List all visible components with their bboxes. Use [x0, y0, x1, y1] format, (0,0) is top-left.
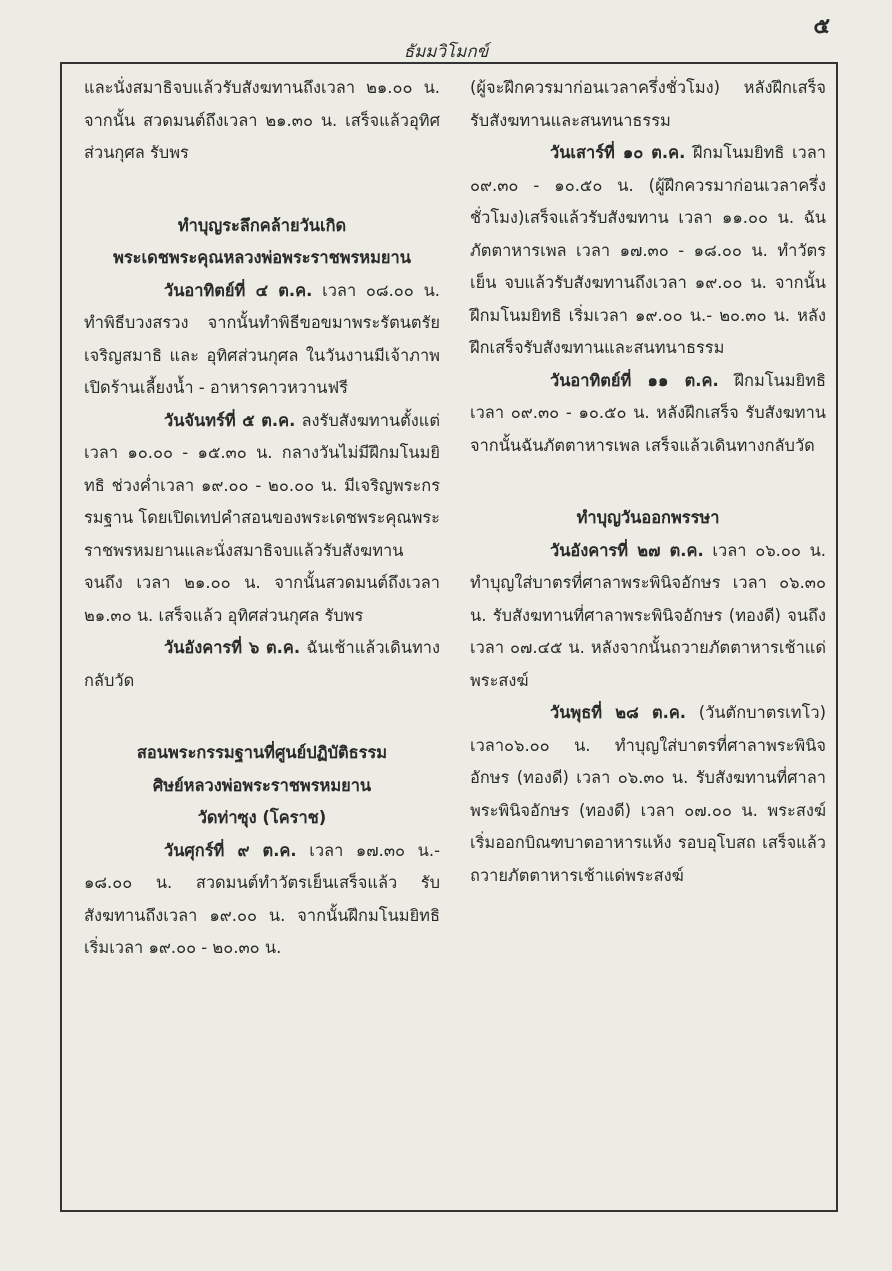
- paragraph-text: ฝึกมโนมยิทธิ เวลา ๐๙.๓๐ - ๑๐.๕๐ น. หลังฝึกเสร็จ รับสังฆทาน จากนั้นฉันภัตตาหารเพล เสร็จแล้วเดินทางกลับวัด: [470, 370, 826, 455]
- paragraph-text: ลงรับสังฆทานตั้งแต่เวลา ๑๐.๐๐ - ๑๕.๓๐ น. กลางวันไม่มีฝึกมโนมยิทธิ ช่วงค่ำเวลา ๑๙.๐๐ - ๒๐.๐๐ น. มีเจริญพระกรรมฐาน โดยเปิดเทปคำสอนของพระเดชพระคุณพระราชพรหมยานและนั่งสมาธิจบแล้วรับสังฆทานจนถึง เวลา ๒๑.๐๐ น. จากนั้นสวดมนต์ถึงเวลา ๒๑.๓๐ น. เสร็จแล้ว อุทิศส่วนกุศล รับพร: [84, 410, 440, 625]
- day-label: วันอังคารที่ ๒๗ ต.ค.: [550, 540, 704, 560]
- paragraph-text: ฉันเช้าแล้วเดินทางกลับวัด: [84, 638, 440, 690]
- paragraph: [84, 632, 440, 697]
- section-heading: ทำบุญระลึกคล้ายวันเกิด: [177, 215, 347, 235]
- page-number: ๕: [813, 14, 830, 39]
- paragraph-text: ฝึกมโนมยิทธิ เวลา ๐๙.๓๐ - ๑๐.๕๐ น. (ผู้ฝึกควรมาก่อนเวลาครึ่งชั่วโมง)เสร็จแล้วรับสังฆทาน เวลา ๑๑.๐๐ น. ฉันภัตตาหารเพล เวลา ๑๗.๓๐ - ๑๘.๐๐ น. ทำวัตรเย็น จบแล้วรับสังฆทานถึงเวลา ๑๙.๐๐ น. จากนั้น ฝึกมโนมยิทธิ เริ่มเวลา ๑๙.๐๐ น.- ๒๐.๓๐ น. หลังฝึกเสร็จรับสังฆทานและสนทนาธรรม: [470, 143, 826, 357]
- right-column: [470, 72, 826, 892]
- day-label: วันอาทิตย์ที่ ๔ ต.ค.: [164, 280, 313, 300]
- day-label: วันอาทิตย์ที่ ๑๑ ต.ค.: [550, 370, 719, 390]
- paragraph: [470, 535, 826, 698]
- paragraph-text: เวลา ๐๖.๐๐ น. ทำบุญใส่บาตรที่ศาลาพระพินิจอักษร เวลา ๐๖.๓๐ น. รับสังฆทานที่ศาลาพระพินิจอักษร (ทองดี) จนถึงเวลา ๐๗.๔๕ น. หลังจากนั้นถวายภัตตาหารเช้าแด่พระสงฆ์: [470, 540, 826, 690]
- paragraph: [84, 405, 440, 633]
- section-heading: ศิษย์หลวงพ่อพระราชพรหมยาน: [152, 775, 372, 795]
- day-label: วันจันทร์ที่ ๕ ต.ค.: [164, 410, 296, 430]
- paragraph: [470, 137, 826, 365]
- day-label: วันพุธที่ ๒๘ ต.ค.: [550, 703, 687, 722]
- paragraph: (ผู้จะฝึกควรมาก่อนเวลาครึ่งชั่วโมง) หลังฝึกเสร็จ รับสังฆทานและสนทนาธรรม: [470, 78, 826, 130]
- paragraph-text: เวลา ๐๘.๐๐ น. ทำพิธีบวงสรวง จากนั้นทำพิธีขอขมาพระรัตนตรัย เจริญสมาธิ และ อุทิศส่วนกุศล ในวันงานมีเจ้าภาพเปิดร้านเลี้ยงน้ำ - อาหารคาวหวานฟรี: [84, 280, 440, 397]
- section-heading: วัดท่าซุง (โคราช): [197, 808, 327, 827]
- paragraph: [470, 697, 826, 892]
- paragraph: และนั่งสมาธิจบแล้วรับสังฆทานถึงเวลา ๒๑.๐๐ น. จากนั้น สวดมนต์ถึงเวลา ๒๑.๓๐ น. เสร็จแล้วอุทิศส่วนกุศล รับพร: [84, 78, 440, 162]
- section-heading: สอนพระกรรมฐานที่ศูนย์ปฏิบัติธรรม: [136, 743, 388, 762]
- day-label: วันอังคารที่ ๖ ต.ค.: [164, 638, 301, 657]
- day-label: วันเสาร์ที่ ๑๐ ต.ค.: [550, 143, 686, 162]
- paragraph: [84, 275, 440, 405]
- paragraph: [84, 835, 440, 965]
- paragraph: [470, 365, 826, 463]
- section-heading: พระเดชพระคุณหลวงพ่อพระราชพรหมยาน: [113, 248, 411, 267]
- paragraph-text: เวลา ๑๗.๓๐ น.- ๑๘.๐๐ น. สวดมนต์ทำวัตรเย็นเสร็จแล้ว รับสังฆทานถึงเวลา ๑๙.๐๐ น. จากนั้นฝึกมโนมยิทธิ เริ่มเวลา ๑๙.๐๐ - ๒๐.๓๐ น.: [84, 840, 440, 957]
- paragraph-text: (วันตักบาตรเทโว) เวลา๐๖.๐๐ น. ทำบุญใส่บาตรที่ศาลาพระพินิจอักษร (ทองดี) เวลา ๐๖.๓๐ น. รับสังฆทานที่ศาลาพระพินิจอักษร (ทองดี) เวลา ๐๗.๐๐ น. พระสงฆ์ เริ่มออกบิณฑบาตอาหารแห้ง รอบอุโบสถ เสร็จแล้ว ถวายภัตตาหารเช้าแด่พระสงฆ์: [470, 703, 826, 885]
- day-label: วันศุกร์ที่ ๙ ต.ค.: [164, 840, 297, 860]
- section-heading: ทำบุญวันออกพรรษา: [576, 508, 720, 527]
- left-column: [84, 72, 440, 965]
- running-header: ธัมมวิโมกข์: [403, 42, 489, 62]
